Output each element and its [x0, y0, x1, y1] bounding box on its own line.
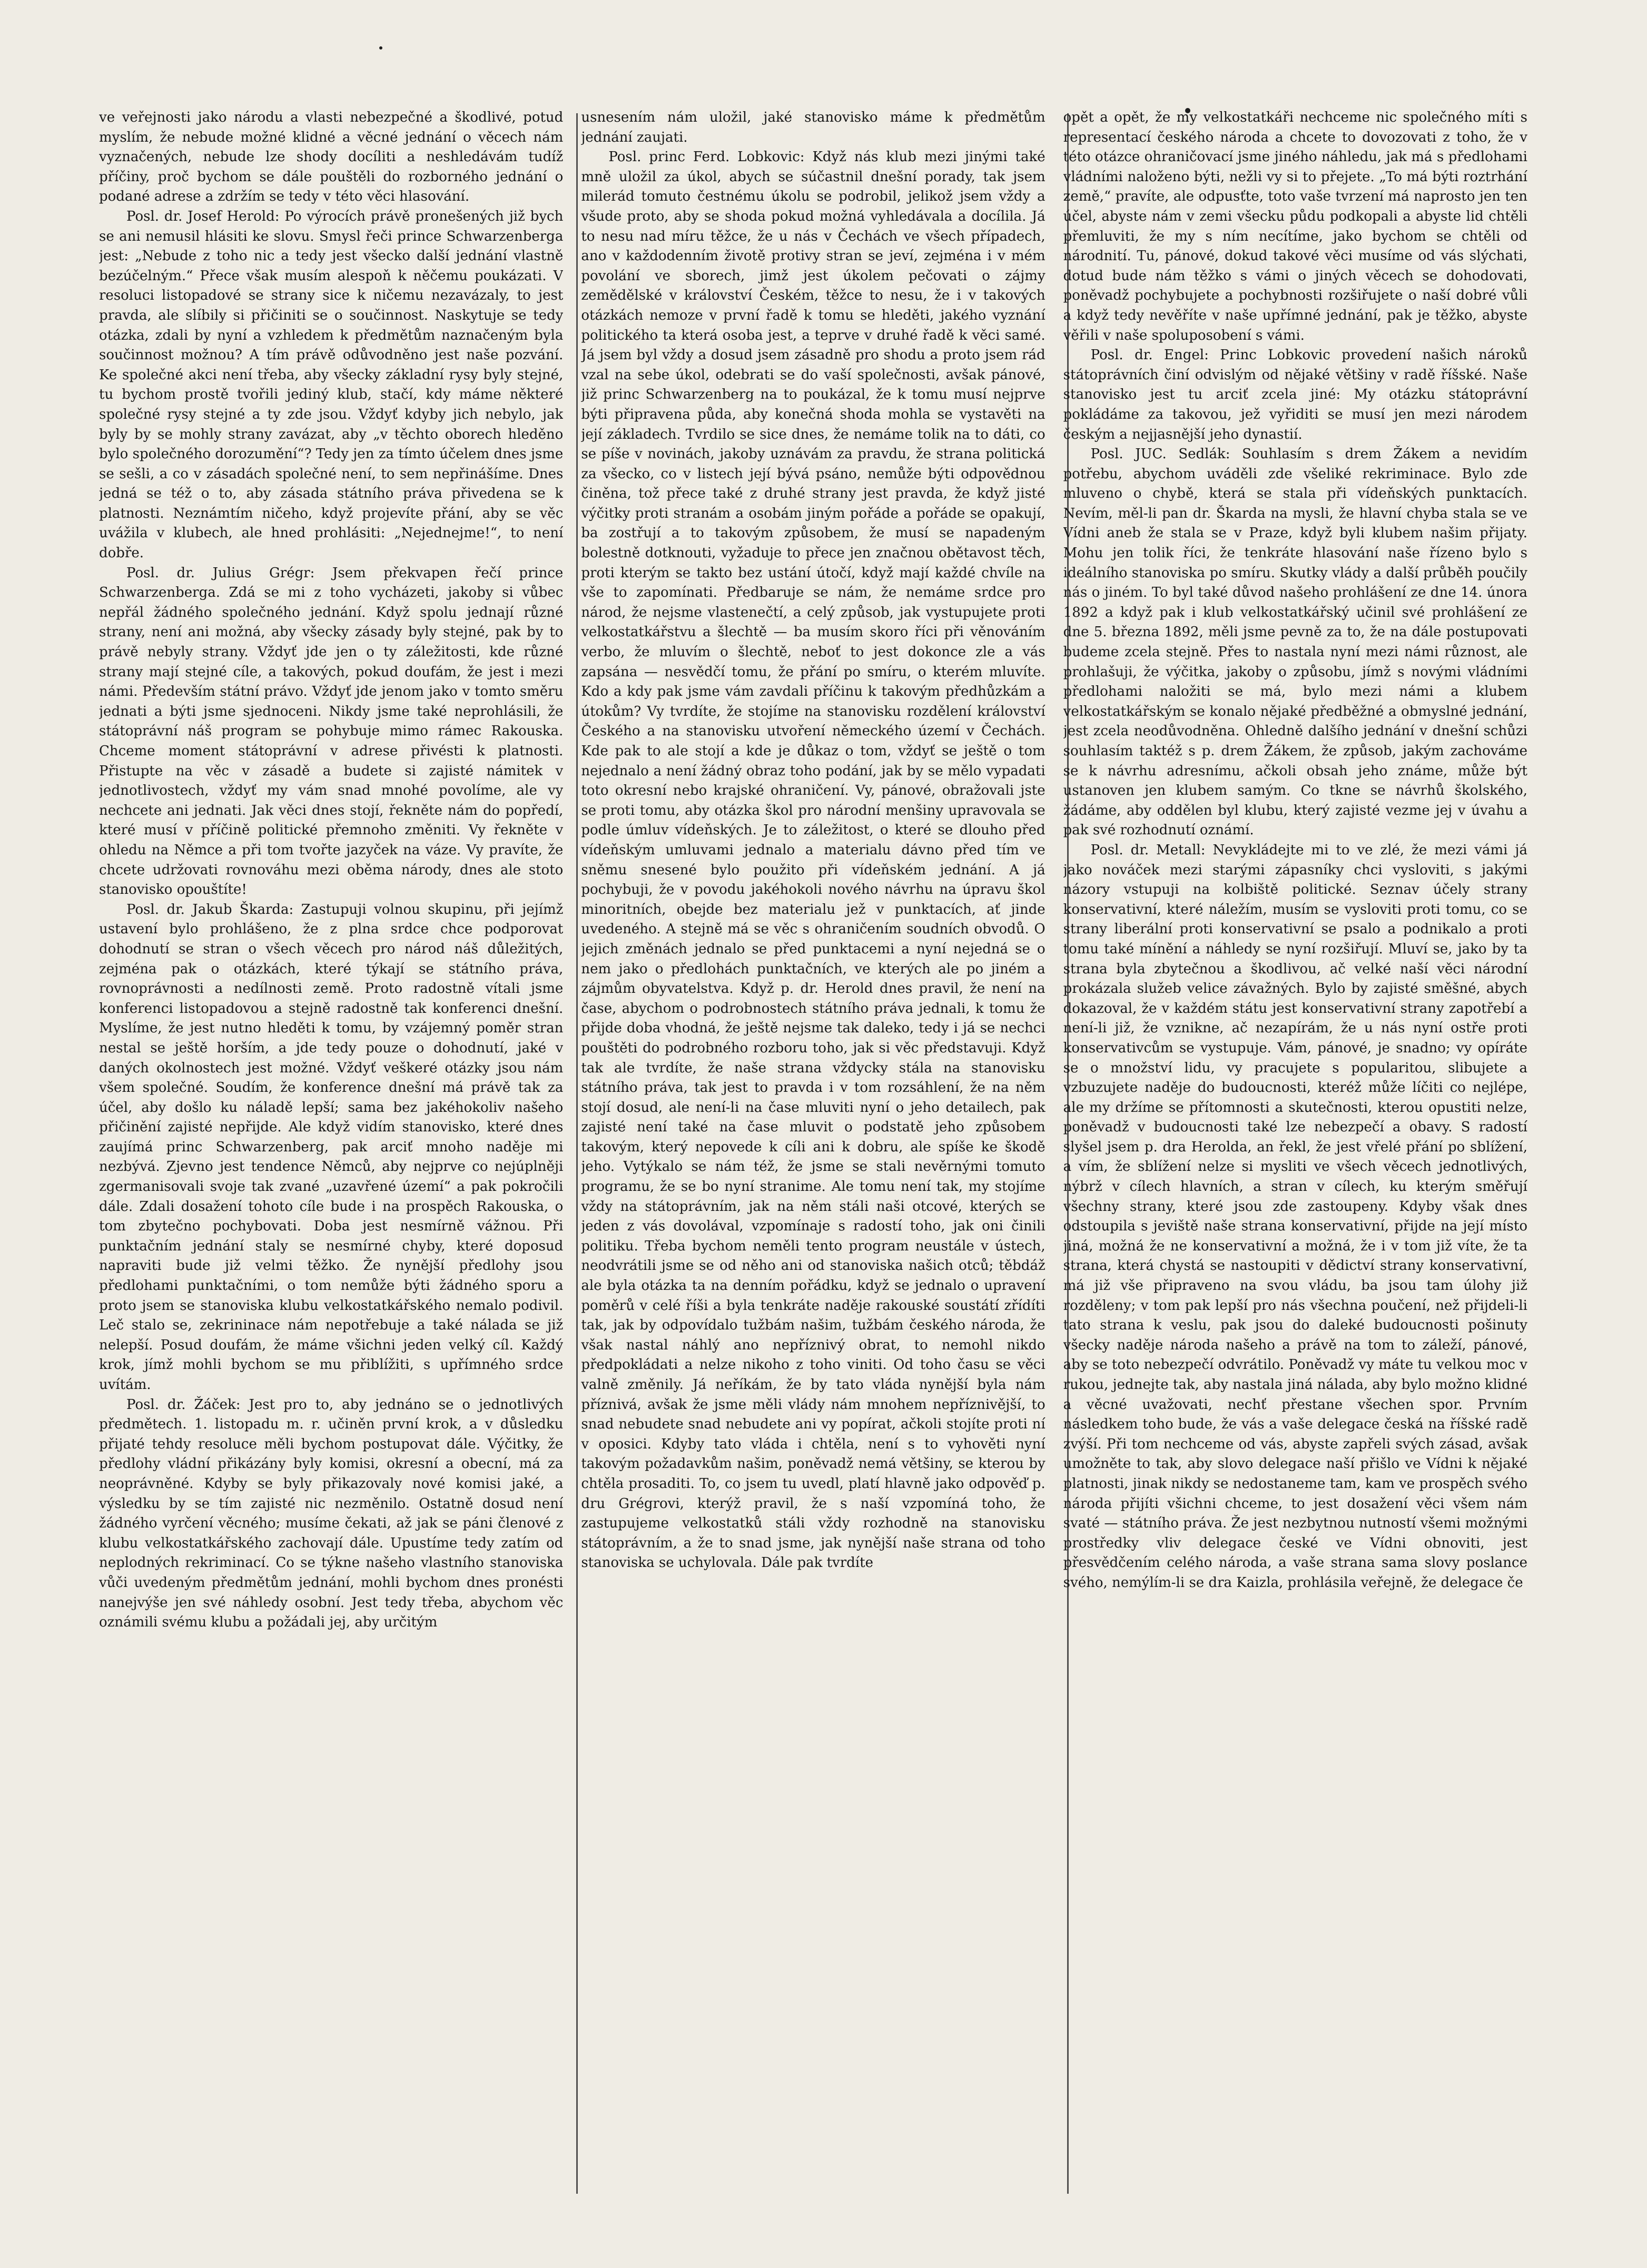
paragraph: usnesením nám uložil, jaké stanovisko máme k předmětům jednání zaujati. [581, 110, 1046, 145]
paragraph: Posl. princ Ferd. Lobkovic: Když nás klub mezi jinými také mně uložil za úkol, abych se súčastnil dnešní porady, tak jsem milerád tomuto čestnému úkolu se podrobil, jelikož jsem vždy a všude proto, aby se shoda pokud možná vyhledávala a docílila. Já to nesu nad míru těžce, že u nás v Čechách ve všech případech, ano v každodenním životě protivy stran se jeví, zejména i v mém povolání ve sborech, jimž jest úkolem pečovati o zájmy zemědělské v království Českém, těžce to nesu, že i v takových otázkách nemoze v první řadě k tomu se hleděti, jakého vyznání politického ta která osoba jest, a teprve v druhé řadě k věci samé. Já jsem byl vždy a dosud jsem zásadně pro shodu a proto jsem rád vzal na sebe úkol, odebrati se do vaší společnosti, avšak pánové, již princ Schwarzenberg na to poukázal, že k tomu musí nejprve býti připravena půda, aby konečná shoda mohla se vystavěti na její základech. Tvrdilo se sice dnes, že nemáme tolik na to dáti, co se píše v novinách, jakoby uznávám za pravdu, že strana politická za všecko, co v listech její bývá psáno, nemůže býti odpovědnou činěna, tož přece také z druhé strany jest pravda, že když jisté výčitky proti stranám a osobám jiným pořáde a pořáde se opakují, ba zostřují a to takovým způsobem, že musí se napadeným bolestně dotknouti, vyžaduje to přece jen značnou obětavost těch, proti kterým se takto bez ustání útočí, když mají každé chvíle na vše to zapomínati. Předbaruje se nám, že nemáme srdce pro národ, že nejsme vlastenečtí, a celý způsob, jak vystupujete proti velkostatkářstvu a šlechtě — ba musím skoro říci při věnováním verbo, že mluvím o šlechtě, neboť to jest dokonce zle a vás zapsána — nesvědčí tomu, že přání po smíru, o kterém mluvíte. Kdo a kdy pak jsme vám zavdali příčinu k takovým předhůzkám a útokům? Vy tvrdíte, že stojíme na stanovisku rozdělení království Českého a na stanovisku utvoření německého území v Čechách. Kde pak to ale stojí a kde je důkaz o tom, vždyť se ještě o tom nejednalo a není žádný obraz toho podání, jak by se mělo vypadati toto okresní nebo krajské ohraničení. Vy, pánové, obražovali jste se proti tomu, aby otázka škol pro národní menšiny upravovala se podle úmluv vídeňských. Je to záležitost, o které se dlouho před vídeňským umluvami jednalo a materialu dávno před tím ve sněmu snesené bylo použito při vídeňském jednání. A já pochybuji, že v povodu jakéhokoli nového návrhu na úpravu škol minoritních, obejde bez materialu jež v punktacích, ať jinde uvedeného. A stejně má se věc s ohraničením soudních obvodů. O jejich změnách jednalo se před punktacemi a nyní nejedná se o nem jako o předlohách punktačních, ve kterých ale po jiném a zájmům obyvatelstva. Když p. dr. Herold dnes pravil, že není na čase, abychom o podrobnostech státního práva jednali, k tomu že přijde doba vhodná, že ještě nejsme tak daleko, tedy i já se nechci pouštěti do podrobného rozboru toho, jak si věc představuji. Když tak ale tvrdíte, že naše strana vždycky stála na stanovisku státního práva, tak jest to pravda i v tom rozsáhlení, že na něm stojí dosud, ale není-li na čase mluviti nyní o jeho detailech, pak zajisté není také na čase mluvit o podstatě jeho způsobem takovým, který nepovede k cíli ani k dobru, ale spíše ke škodě jeho. Vytýkalo se nám též, že jsme se stali nevěrnými tomuto programu, že se bo nyní stranime. Ale tomu není tak, my stojíme vždy na státoprávním, jak na něm stáli naši otcové, kterých se jeden z vás dovolával, vzpomínaje s radostí toho, jak oni činili politiku. Třeba bychom neměli tento program neustále v ústech, neodvrátili jsme se od něho ani od stanoviska našich otců; těbdáž ale byla otázka ta na denním pořádku, když se jednalo o upravení poměrů v celé říši a byla tenkráte naděje rakouské soustátí zřídíti tak, jak by odpovídalo tužbám našim, tužbám českého národa, že však nastal náhlý ano nepříznivý obrat, to nemohl nikdo předpokládati a nelze nikoho z toho viniti. Od toho času se věci valně změnily. Já neříkám, že by tato vláda nynější byla nám příznivá, avšak že jsme měli vlády nám mnohem nepříznivější, to snad nebudete snad nebudete ani vy popírat, ačkoli stojíte proti ní v oposici. Kdyby tato vláda i chtěla, není s to vyhověti nyní takovým požadavkům našim, poněvadž nemá většiny, se kterou by chtěla prosaditi. To, co jsem tu uvedl, platí hlavně jako odpověď p. dru Grégrovi, kterýž pravil, že s naší vzpomíná toho, že zastupujeme velkostatků stáli vždy rozhodně na stanovisku státoprávním, a že to snad jsme, jak nynější naše strana od toho stanoviska se uchylovala. Dále pak tvrdíte [581, 149, 1046, 1571]
column-1 [99, 108, 563, 2204]
paragraph: opět a opět, že my velkostatkáři nechceme nic společného míti s representací českého národa a chcete to dovozovati z toho, že v této otázce ohraničovací jsme jiného náhledu, jak má s předlohami vládními naloženo býti, nežli vy si to přejete. „To má býti roztrhání země,“ pravíte, ale odpusťte, toto vaše tvrzení má naprosto jen ten účel, abyste nám v zemi všecku půdu podkopali a abyste lid chtěli přemluviti, že my s ním necítíme, jako bychom se chtěli od národnití. Tu, pánové, dokud takové věci musíme od vás slýchati, dotud bude nám těžko s vámi o jiných věcech se dohodovati, poněvadž pochybujete a pochybnosti rozšiřujete o naší dobré vůli a když tedy nevěříte v naše upřímné jednání, pak je těžko, abyste věřili v naše spoluposobení s vámi. [1063, 110, 1527, 343]
paragraph: ve veřejnosti jako národu a vlasti nebezpečné a škodlivé, potud myslím, že nebude možné klidné a věcné jednání o věcech nám vyznačených, nebude lze shody docíliti a neshledávám tudíž příčiny, proč bychom se dále pouštěli do rozborného jednání o podané adrese a zdržím se tedy v této věci hlasování. [99, 110, 564, 205]
paragraph: Posl. dr. Žáček: Jest pro to, aby jednáno se o jednotlivých předmětech. 1. listopadu m. r. učiněn první krok, a v důsledku přijaté tehdy resoluce měli bychom postupovat dále. Výčitky, že předlohy vládní přikázány byly komisi, okresní a obecní, má za neoprávněné. Kdyby se byly přikazovaly nové komisi jaké, a výsledku by se tím zajisté nic nezměnilo. Ostatně dosud není žádného vyrčení věcného; musíme čekati, až jak se páni členové z klubu velkostatkářského zachovají dále. Upustíme tedy zatím od neplodných rekriminací. Co se týkne našeho vlastního stanoviska vůči uvedeným předmětům jednání, mohli bychom dnes pronésti nanejvýše jen své náhledy osobní. Jest tedy třeba, abychom věc oznámili svému klubu a požádali jej, aby určitým [99, 1396, 564, 1631]
column-3 [1063, 108, 1527, 2204]
paragraph: Posl. dr. Julius Grégr: Jsem překvapen řečí prince Schwarzenberga. Zdá se mi z toho vycházeti, jakoby si vůbec nepřál žádného společného jednání. Když spolu jednají různé strany, není ani možná, aby všecky zásady byly stejné, pak by to právě nebyly strany. Vždyť jde jen o ty záležitosti, kde různé strany mají stejné cíle, a takových, pokud doufám, že jest i mezi námi. Především státní právo. Vždyť jde jenom jako v tomto směru jednati a býti jsme sjednoceni. Nikdy jsme také neprohlásili, že státoprávní náš program se pohybuje mimo rámec Rakouska. Chceme moment státoprávní v adrese přivésti k platnosti. Přistupte na věc v zásadě a budete si zajisté námitek v jednotlivostech, vždyť my vám snad mnohé povolíme, ale vy nechcete ani jednati. Jak věci dnes stojí, řekněte nám do popředí, které musí v příčině politické přemnoho změniti. Vy řekněte v ohledu na Němce a při tom tvořte jazyček na váze. Vy pravíte, že chcete udržovati rovnováhu mezi oběma národy, dnes ale stoto stanovisko opouštíte! [99, 565, 564, 898]
paragraph: Posl. dr. Engel: Princ Lobkovic provedení našich nároků státoprávních činí odvislým od nějaké většiny v radě říšské. Naše stanovisko jest tu arciť zcela jiné: My otázku státoprávní pokládáme za takovou, jež vyřiditi se musí jen mezi národem českým a nejjasnější jeho dynastií. [1063, 347, 1527, 442]
paragraph: Posl. dr. Josef Herold: Po výrocích právě pronešených již bych se ani nemusil hlásiti ke slovu. Smysl řeči prince Schwarzenberga jest: „Nebude z toho nic a tedy jest všecko další jednání vlastně bezúčelným.“ Přece však musím alespoň k něčemu poukázati. V resoluci listopadové se strany sice k ničemu nezavázaly, to jest pravda, ale slíbily si přičiniti se o součinnost. Naskytuje se tedy otázka, zdali by nyní a vzhledem k předmětům naznačeným byla součinnost možnou? A tím právě odůvodněno jest naše pozvání. Ke společné akci není třeba, aby všecky základní rysy byly stejné, tu bychom prostě tvořili jediný klub, stačí, kdy máme některé společné rysy stejné a ty zde jsou. Vždyť kdyby jich nebylo, jak byly by se mohly strany zavázat, aby „v těchto oborech hleděno bylo společného dorozumění“? Tedy jen za tímto účelem dnes jsme se sešli, a co v zásadách společné není, to sem nepřinášíme. Dnes jedná se též o to, aby zásada státního práva přivedena se k platnosti. Neznámtím ničeho, když projevíte přání, aby se věc uvážila v klubech, ale hned prohlásiti: „Nejednejme!“, to není dobře. [99, 208, 564, 561]
paragraph: Posl. JUC. Sedlák: Souhlasím s drem Žákem a nevidím potřebu, abychom uváděli zde všeliké rekriminace. Bylo zde mluveno o chybě, která se stala při vídeňských punktacích. Nevím, měl-li pan dr. Škarda na mysli, že hlavní chyba stala se ve Vídni aneb že stala se v Praze, když byli klubem našim přijaty. Mohu jen tolik říci, že tenkráte hlasování naše řízeno bylo s ideálního stanoviska po smíru. Skutky vlády a další průběh poučily nás o jiném. To byl také důvod našeho prohlášení ze dne 14. února 1892 a když pak i klub velkostatkářský učinil své prohlášení ze dne 5. března 1892, měli jsme pevně za to, že na dále postupovati budeme zcela stejně. Přes to nastala nyní mezi námi různost, ale prohlašuji, že výčitka, jakoby o způsobu, jímž s novými vládními předlohami naložiti se má, bylo mezi námi a klubem velkostatkářským se konalo nějaké předběžné a obmyslné jednání, jest zcela neodůvodněna. Ohledně dalšího jednání v dnešní schůzi souhlasím taktéž s p. drem Žákem, že způsob, jakým zachováme se k návrhu adresnímu, ačkoli obsah jeho známe, může být ustanoven jen klubem samým. Co tkne se návrhů školského, žádáme, aby oddělen byl klubu, který zajisté vezme jej v úvahu a pak své rozhodnutí oznámí. [1063, 446, 1527, 839]
paragraph: Posl. dr. Jakub Škarda: Zastupuji volnou skupinu, při jejímž ustavení bylo prohlášeno, že z plna srdce chce podporovat dohodnutí se stran o všech věcech pro národ náš důležitých, zejména pak o otázkách, které týkají se státního práva, rovnoprávnosti a nedílnosti země. Proto radostně vítali jsme konferenci listopadovou a stejně radostně tak konferenci dnešní. Myslíme, že jest nutno hleděti k tomu, by vzájemný poměr stran nestal se ještě horším, a jde tedy pouze o dohodnutí, jaké v daných okolnostech jest možné. Vždyť veškeré otázky jsou nám všem společné. Soudím, že konference dnešní má právě tak za účel, aby došlo ku náladě lepší; sama bez jakéhokoliv našeho přičinění zajisté nepřijde. Ale když vidím stanovisko, které dnes zaujímá princ Schwarzenberg, pak arciť mnoho naděje mi nezbývá. Zjevno jest tendence Němců, aby nejprve co nejúplněji zgermanisovali svoje tak zvané „uzavřené území“ a pak pokročili dále. Zdali dosažení tohoto cíle bude i na prospěch Rakouska, o tom zbytečno pochybovati. Doba jest nesmírně vážnou. Při punktačním jednání staly se nesmírné chyby, které doposud napraviti bude již velmi těžko. Že nynější předlohy jsou předlohami punktačními, o tom nemůže býti žádného sporu a proto jsem se stanoviska klubu velkostatkářského nemalo podivil. Leč stalo se, zekrininace nám nepotřebuje a také nálada se již nelepší. Posud doufám, že máme všichni jeden velký cíl. Každý krok, jímž mohli bychom se mu přiblížiti, s upřímného srdce uvítám. [99, 901, 564, 1393]
paragraph: Posl. dr. Metall: Nevykládejte mi to ve zlé, že mezi vámi já jako nováček mezi starými zápasníky chci vysloviti, s jakými názory vstupuji na kolbiště politické. Seznav účely strany konservativní, které náležím, musím se vysloviti proti tomu, co se strany liberální proti konservativní se psalo a podnikalo a proti tomu také mínění a náhledy se nyní rozšiřují. Mluví se, jako by ta strana byla zbytečnou a škodlivou, ač velké naší věci národní prokázala služeb velice závažných. Bylo by zajisté směšné, abych dokazoval, že v každém státu jest konservativní strany zapotřebí a není-li již, že vznikne, ač nezapírám, že u nás nyní ostře proti konservativcům se vystupuje. Vám, pánové, je snadno; vy opíráte se o množství lidu, vy pracujete s popularitou, slibujete a vzbuzujete naděje do budoucnosti, kteréž může líčiti co nejlépe, ale my držíme se přítomnosti a skutečnosti, kterou opustiti nelze, poněvadž v budoucnosti také lze nebezpečí a obavy. S radostí slyšel jsem p. dra Herolda, an řekl, že jest vřelé přání po sblížení, a vím, že sblížení nelze si mysliti ve všech věcech jednotlivých, nýbrž v cílech hlavních, a stran v cílech, ku kterým směřují všechny strany, které jsou zde zastoupeny. Kdyby však dnes odstoupila s jeviště naše strana konservativní, přijde na její místo jiná, možná že ne konservativní a možná, že i v tom již víte, že ta strana, která chystá se nastoupiti v dědictví strany konservativní, má již vše připraveno na svou vládu, ba jsou tam úlohy již rozděleny; v tom pak lepší pro nás všechna poučení, než přijdeli-li tato strana k veslu, pak jsou do daleké budoucnosti pošinuty všecky naděje národa našeho a právě na tom to záleží, pánové, aby se toto nebezpečí odvrátilo. Poněvadž vy máte tu velkou moc v rukou, jednejte tak, aby nastala jiná nálada, aby bylo možno klidné a věcné uvažovati, nechť přestane všechen spor. Prvním následkem toho bude, že vás a vaše delegace česká na říšské radě zvýší. Při tom nechceme od vás, abyste zapřeli svých zásad, avšak umožněte to tak, aby slovo delegace naší přišlo ve Vídni k nějaké platnosti, jinak nikdy se nedostaneme tam, kam ve prospěch svého národa přijíti všichni chceme, to jest dosažení věci všem nám svaté — státního práva. Že jest nezbytnou nutností všemi možnými prostředky vliv delegace české ve Vídni obnoviti, jest přesvědčením celého národa, a vaše strana sama slovy poslance svého, nemýlím-li se dra Kaizla, prohlásila veřejně, že delegace če [1063, 842, 1527, 1591]
column-2 [581, 108, 1045, 2204]
article-columns [99, 108, 1527, 2207]
ink-speck [379, 46, 382, 50]
